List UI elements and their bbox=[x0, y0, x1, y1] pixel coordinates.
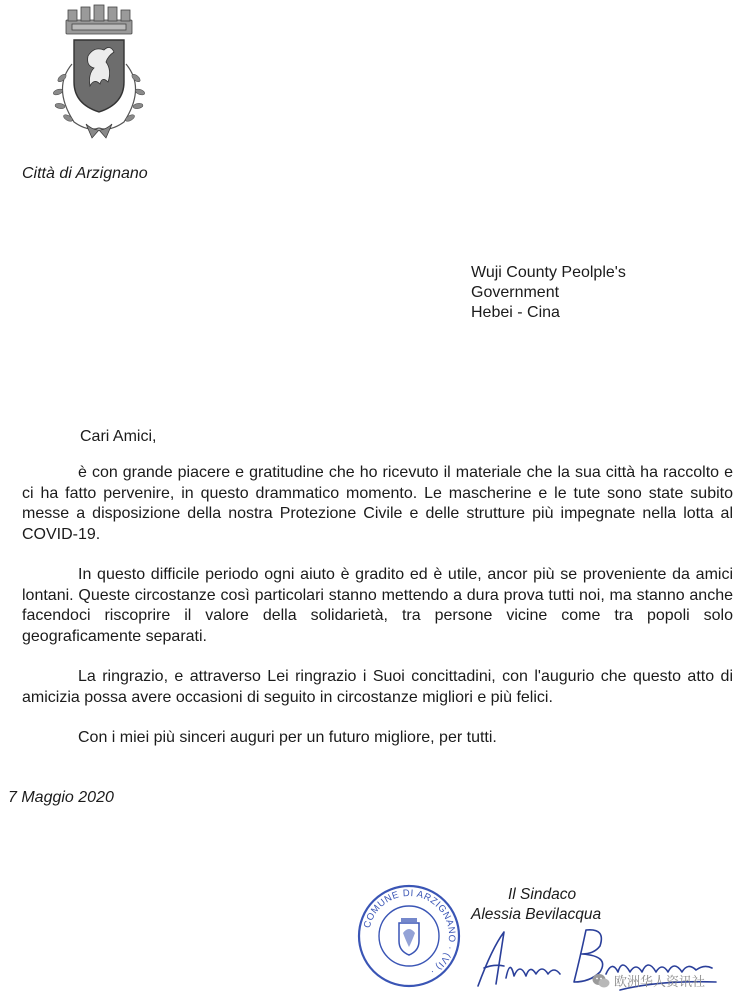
signatory-name: Alessia Bevilacqua bbox=[471, 906, 602, 923]
stamp-text: COMUNE DI ARZIGNANO · (VI) · bbox=[361, 887, 458, 978]
watermark-text: 欧洲华人资讯社 bbox=[614, 974, 706, 989]
body-paragraph: La ringrazio, e attraverso Lei ringrazio i Suoi concittadini, con l'augurio che questo atto di amicizia possa avere occasioni di seguito in circostanze migliori e più felici. bbox=[22, 668, 733, 706]
recipient-line: Wuji County Peolple's bbox=[471, 264, 626, 281]
salutation: Cari Amici, bbox=[80, 428, 157, 445]
watermark bbox=[592, 971, 705, 990]
recipient-line: Hebei - Cina bbox=[471, 304, 560, 321]
recipient-address bbox=[471, 263, 626, 323]
body-paragraph: Con i miei più sinceri auguri per un futuro migliore, per tutti. bbox=[78, 729, 497, 746]
letter-body bbox=[22, 463, 733, 769]
letter-date: 7 Maggio 2020 bbox=[8, 789, 114, 806]
handwritten-signature bbox=[470, 918, 730, 1003]
coat-of-arms-icon bbox=[44, 4, 154, 142]
body-paragraph: è con grande piacere e gratitudine che ho ricevuto il materiale che la sua città ha raccolto e ci ha fatto pervenire, in questo drammatico momento. Le mascherine e le tute sono state subito messe a disposizione della nostra Protezione Civile e delle strutture più impegnate nella lotta al COVID-19. bbox=[22, 464, 733, 543]
municipal-stamp bbox=[356, 883, 462, 989]
recipient-line: Government bbox=[471, 284, 560, 301]
signatory-role: Il Sindaco bbox=[508, 886, 577, 903]
wechat-icon bbox=[592, 973, 610, 989]
city-name: Città di Arzignano bbox=[22, 165, 148, 182]
body-paragraph: In questo difficile periodo ogni aiuto è gradito ed è utile, ancor più se proveniente da amici lontani. Queste circostanze così particolari stanno mettendo a dura prova tutti noi, ma stanno anche facendoci riscoprire il valore della solidarietà, tra persone vicine come tra popoli solo geograficamente separati. bbox=[22, 566, 733, 645]
